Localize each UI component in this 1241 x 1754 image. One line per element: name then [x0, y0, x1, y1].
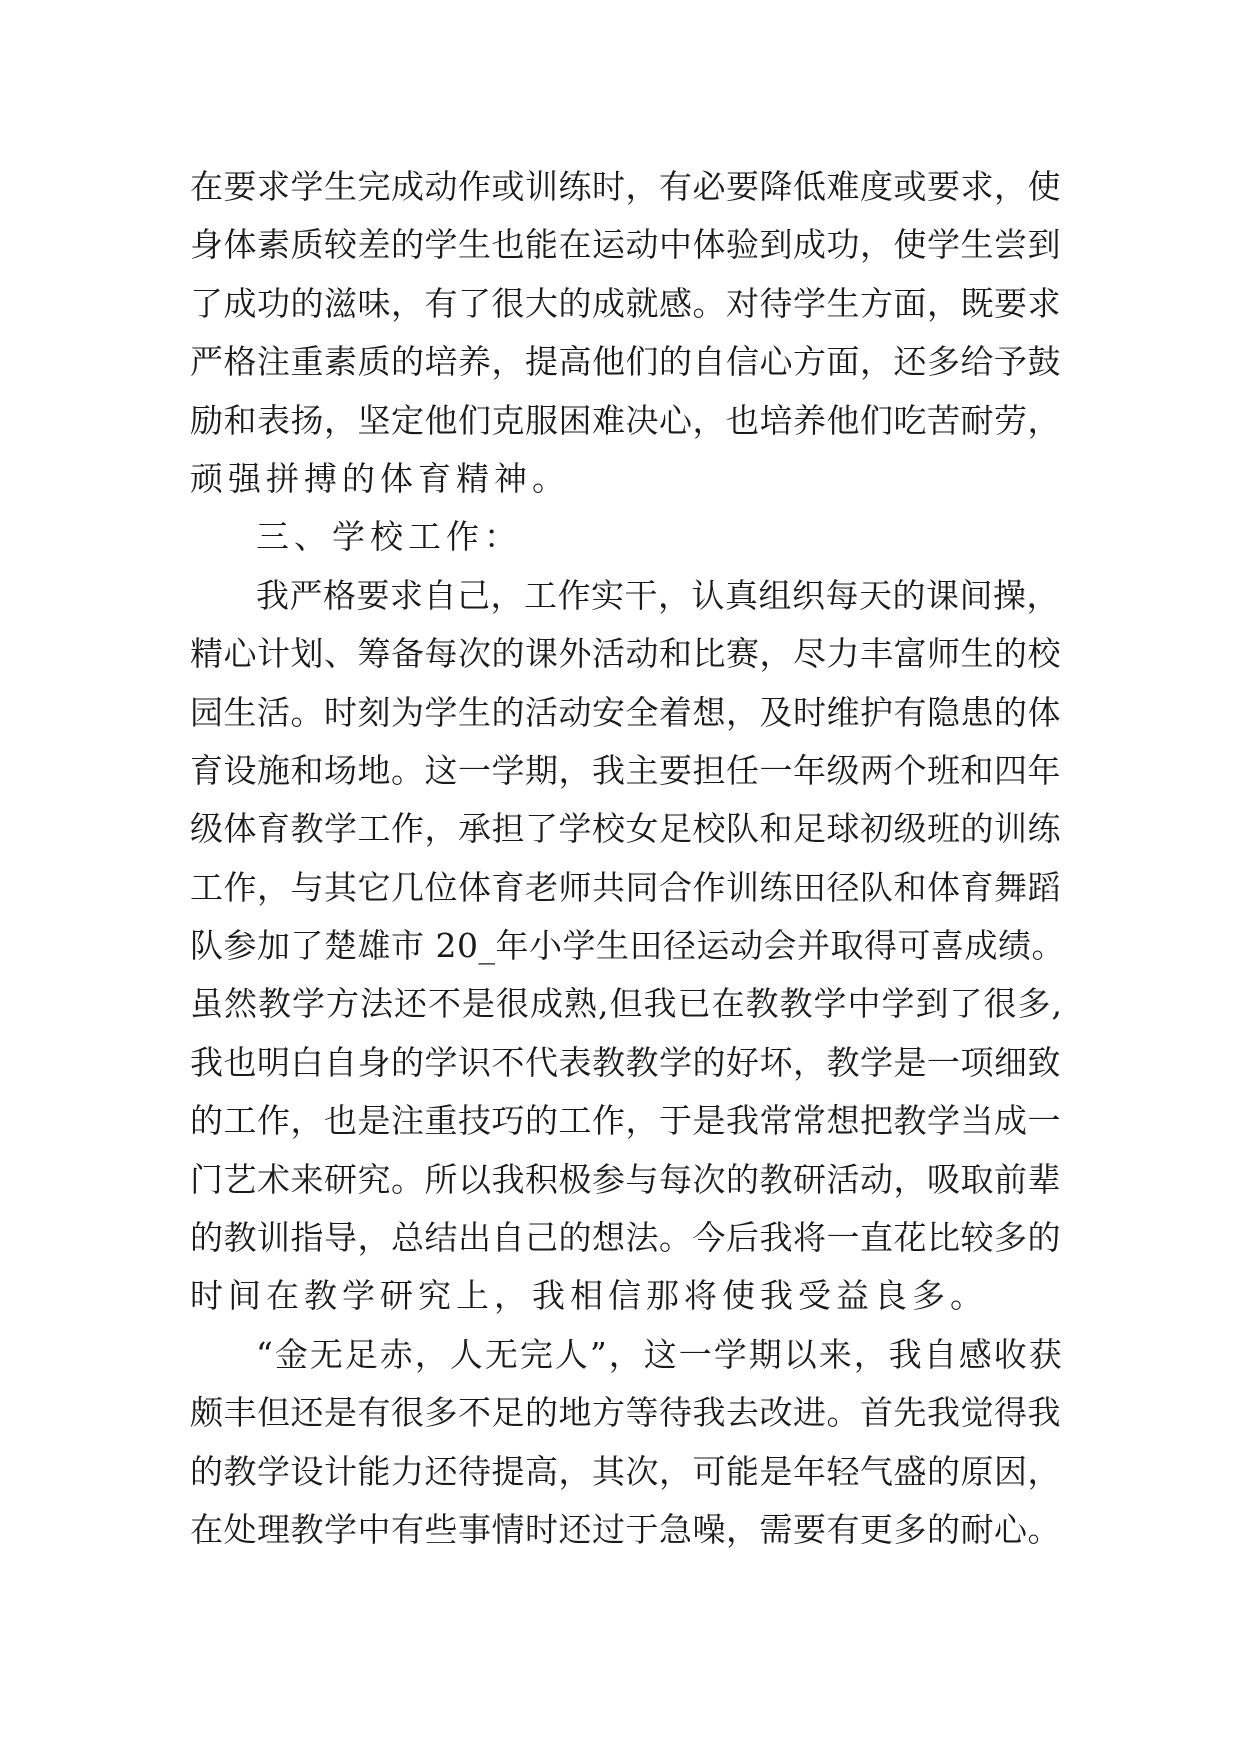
- text-line: 时间在教学研究上，我相信那将使我受益良多。: [190, 1276, 988, 1316]
- text-line: 工作，与其它几位体育老师共同合作训练田径队和体育舞蹈: [190, 867, 1061, 907]
- text-line: 颇丰但还是有很多不足的地方等待我去改进。首先我觉得我: [190, 1393, 1061, 1433]
- text-line: 虽然教学方法还不是很成熟,但我已在教教学中学到了很多,: [190, 984, 1063, 1024]
- text-line: 我严格要求自己，工作实干，认真组织每天的课间操，: [256, 575, 1060, 615]
- text-line: 在处理教学中有些事情时还过于急噪，需要有更多的耐心。: [190, 1509, 1061, 1549]
- text-line: 三、学校工作：: [256, 517, 522, 557]
- text-line: 严格注重素质的培养，提高他们的自信心方面，还多给予鼓: [190, 342, 1061, 382]
- text-line: 园生活。时刻为学生的活动安全着想，及时维护有隐患的体: [190, 692, 1061, 732]
- text-line: 队参加了楚雄市 20_年小学生田径运动会并取得可喜成绩。: [190, 926, 1065, 966]
- text-line: 的教学设计能力还待提高，其次，可能是年轻气盛的原因，: [190, 1451, 1061, 1491]
- text-line: 的工作，也是注重技巧的工作，于是我常常想把教学当成一: [190, 1101, 1061, 1141]
- text-line: 的教训指导，总结出自己的想法。今后我将一直花比较多的: [190, 1218, 1061, 1258]
- text-line: 励和表扬，坚定他们克服困难决心，也培养他们吃苦耐劳，: [190, 400, 1061, 440]
- text-line: 精心计划、筹备每次的课外活动和比赛，尽力丰富师生的校: [190, 634, 1061, 674]
- text-line: 了成功的滋味，有了很大的成就感。对待学生方面，既要求: [190, 283, 1061, 323]
- text-line: 级体育教学工作，承担了学校女足校队和足球初级班的训练: [190, 809, 1061, 849]
- text-line: “金无足赤，人无完人”，这一学期以来，我自感收获: [256, 1334, 1064, 1374]
- text-line: 身体素质较差的学生也能在运动中体验到成功，使学生尝到: [190, 225, 1061, 265]
- text-line: 在要求学生完成动作或训练时，有必要降低难度或要求，使: [190, 167, 1061, 206]
- text-line: 顽强拼搏的体育精神。: [190, 458, 570, 498]
- body-text: [190, 158, 1070, 1559]
- text-line: 育设施和场地。这一学期，我主要担任一年级两个班和四年: [190, 750, 1061, 790]
- text-line: 门艺术来研究。所以我积极参与每次的教研活动，吸取前辈: [190, 1159, 1061, 1199]
- text-line: 我也明白自身的学识不代表教教学的好坏，教学是一项细致: [190, 1042, 1061, 1082]
